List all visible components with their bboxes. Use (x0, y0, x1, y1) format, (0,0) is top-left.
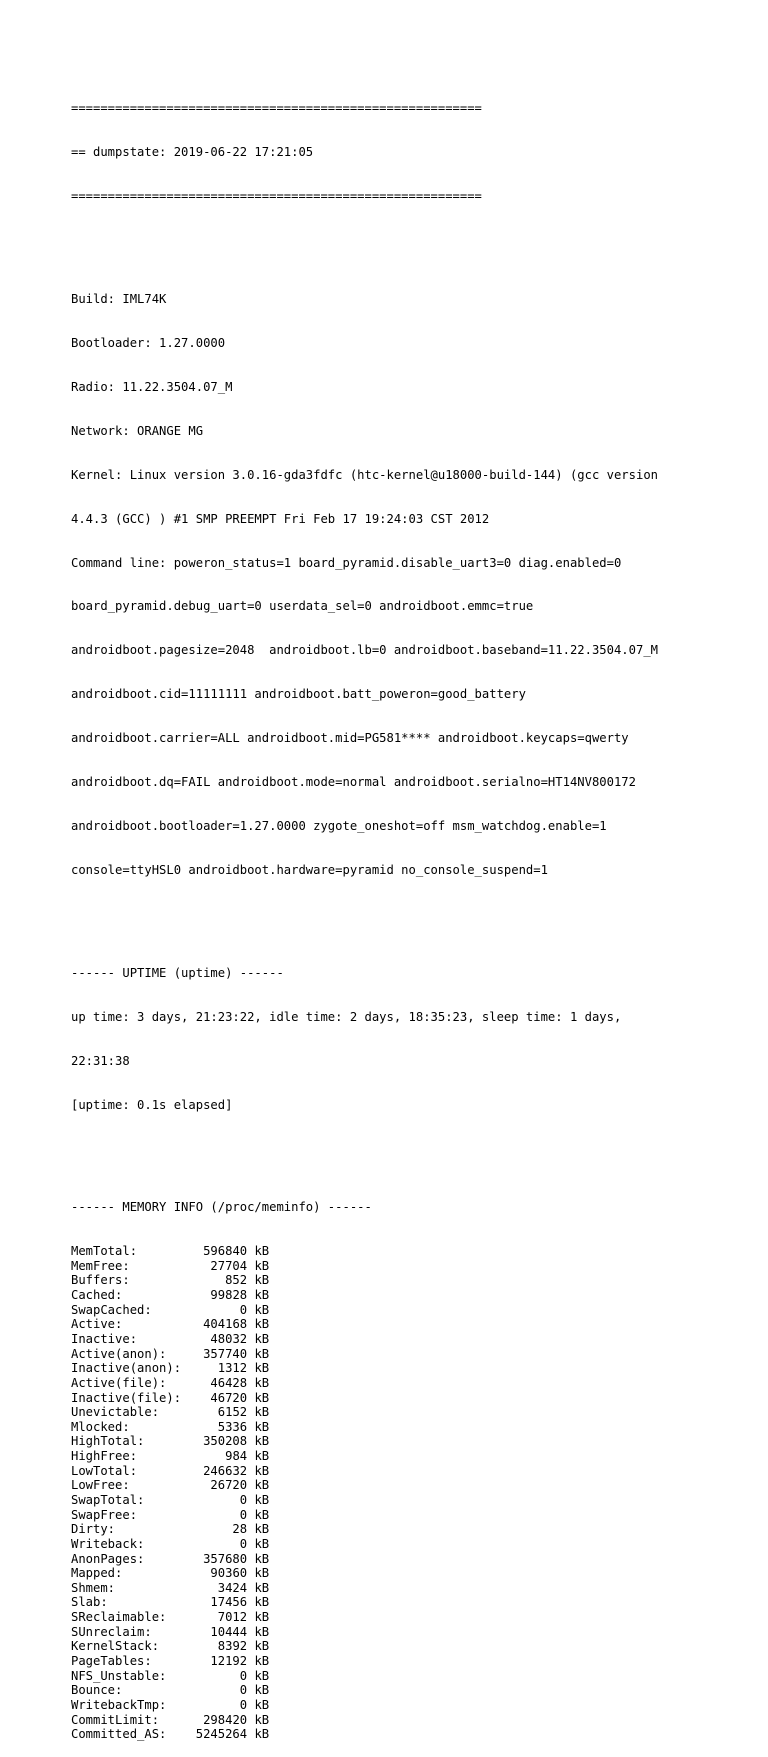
meminfo-value: 46428 (188, 1375, 248, 1390)
meminfo-padding (247, 1522, 254, 1536)
meminfo-key: MemTotal: (71, 1244, 138, 1259)
meminfo-padding (247, 1683, 254, 1697)
meminfo-padding (122, 1566, 188, 1580)
meminfo-key: SwapFree: (71, 1507, 138, 1522)
meminfo-unit: kB (254, 1390, 270, 1405)
meminfo-padding (137, 1508, 188, 1522)
meminfo-padding (130, 1273, 189, 1287)
meminfo-value: 350208 (188, 1434, 248, 1449)
meminfo-unit: kB (254, 1580, 270, 1595)
meminfo-key: Inactive(anon): (71, 1361, 182, 1376)
meminfo-padding (247, 1552, 254, 1566)
meminfo-value: 3424 (188, 1580, 248, 1595)
cmdline-line: androidboot.cid=11111111 androidboot.batt_poweron=good_battery (71, 687, 526, 702)
meminfo-padding (137, 1244, 188, 1258)
meminfo-row (71, 1537, 711, 1552)
meminfo-value: 27704 (188, 1258, 248, 1273)
meminfo-value: 12192 (188, 1654, 248, 1669)
meminfo-value: 26720 (188, 1478, 248, 1493)
radio-line: Radio: 11.22.3504.07_M (71, 379, 233, 394)
meminfo-padding (247, 1288, 254, 1302)
meminfo-row (71, 1683, 711, 1698)
meminfo-padding (115, 1522, 188, 1536)
meminfo-key: Active: (71, 1317, 123, 1332)
meminfo-padding (144, 1434, 188, 1448)
meminfo-unit: kB (254, 1551, 270, 1566)
meminfo-padding (247, 1669, 254, 1683)
cmdline-line: board_pyramid.debug_uart=0 userdata_sel=0 androidboot.emmc=true (71, 599, 534, 614)
meminfo-row (71, 1303, 711, 1318)
meminfo-row (71, 1259, 711, 1274)
meminfo-unit: kB (254, 1624, 270, 1639)
meminfo-padding (247, 1259, 254, 1273)
meminfo-row (71, 1347, 711, 1362)
network-line: Network: ORANGE MG (71, 423, 204, 438)
meminfo-padding (247, 1698, 254, 1712)
meminfo-row (71, 1244, 711, 1259)
meminfo-key: LowFree: (71, 1478, 130, 1493)
meminfo-padding (137, 1449, 188, 1463)
meminfo-value: 48032 (188, 1331, 248, 1346)
meminfo-value: 6152 (188, 1405, 248, 1420)
meminfo-padding (130, 1478, 189, 1492)
meminfo-unit: kB (254, 1419, 270, 1434)
dumpstate-title: == dumpstate: 2019-06-22 17:21:05 (71, 145, 314, 160)
meminfo-key: Committed_AS: (71, 1727, 167, 1742)
meminfo-unit: kB (254, 1595, 270, 1610)
spacer (71, 233, 711, 248)
meminfo-padding (247, 1639, 254, 1653)
meminfo-padding (247, 1273, 254, 1287)
meminfo-value: 0 (188, 1697, 248, 1712)
meminfo-row (71, 1522, 711, 1537)
meminfo-padding (247, 1347, 254, 1361)
meminfo-key: HighTotal: (71, 1434, 145, 1449)
meminfo-value: 984 (188, 1449, 248, 1464)
meminfo-padding (166, 1376, 188, 1390)
meminfo-unit: kB (254, 1727, 270, 1742)
kernel-line-1: Kernel: Linux version 3.0.16-gda3fdfc (htc-kernel@u18000-build-144) (gcc version (71, 467, 658, 482)
meminfo-row (71, 1639, 711, 1654)
meminfo-row (71, 1478, 711, 1493)
meminfo-key: NFS_Unstable: (71, 1668, 167, 1683)
uptime-elapsed: [uptime: 0.1s elapsed] (71, 1097, 233, 1112)
meminfo-row (71, 1332, 711, 1347)
meminfo-unit: kB (254, 1331, 270, 1346)
meminfo-padding (115, 1581, 188, 1595)
meminfo-key: Slab: (71, 1595, 108, 1610)
meminfo-key: Bounce: (71, 1683, 123, 1698)
meminfo-padding (166, 1347, 188, 1361)
cmdline-line: androidboot.pagesize=2048 androidboot.lb=0 androidboot.baseband=11.22.3504.07_M (71, 643, 658, 658)
meminfo-unit: kB (254, 1361, 270, 1376)
cmdline-line: androidboot.carrier=ALL androidboot.mid=PG581**** androidboot.keycaps=qwerty (71, 731, 629, 746)
meminfo-value: 852 (188, 1273, 248, 1288)
meminfo-unit: kB (254, 1712, 270, 1727)
cmdline-line: androidboot.dq=FAIL androidboot.mode=normal androidboot.serialno=HT14NV800172 (71, 775, 636, 790)
meminfo-row (71, 1391, 711, 1406)
meminfo-padding (159, 1405, 188, 1419)
meminfo-value: 99828 (188, 1288, 248, 1303)
meminfo-unit: kB (254, 1244, 270, 1259)
meminfo-heading: ------ MEMORY INFO (/proc/meminfo) ------ (71, 1200, 372, 1215)
meminfo-row (71, 1493, 711, 1508)
meminfo-padding (247, 1332, 254, 1346)
meminfo-table (71, 1244, 711, 1742)
meminfo-unit: kB (254, 1668, 270, 1683)
meminfo-key: SReclaimable: (71, 1610, 167, 1625)
meminfo-unit: kB (254, 1346, 270, 1361)
meminfo-padding (144, 1493, 188, 1507)
meminfo-key: MemFree: (71, 1258, 130, 1273)
meminfo-value: 0 (188, 1493, 248, 1507)
meminfo-padding (247, 1508, 254, 1522)
meminfo-unit: kB (254, 1463, 270, 1478)
cmdline-line: androidboot.bootloader=1.27.0000 zygote_oneshot=off msm_watchdog.enable=1 (71, 819, 607, 834)
meminfo-key: Unevictable: (71, 1405, 160, 1420)
meminfo-row (71, 1595, 711, 1610)
meminfo-value: 0 (188, 1668, 248, 1683)
meminfo-value: 357680 (188, 1551, 248, 1566)
uptime-heading: ------ UPTIME (uptime) ------ (71, 965, 284, 980)
meminfo-value: 1312 (188, 1361, 248, 1376)
meminfo-value: 5336 (188, 1419, 248, 1434)
meminfo-row (71, 1654, 711, 1669)
meminfo-row (71, 1376, 711, 1391)
meminfo-padding (152, 1303, 189, 1317)
meminfo-unit: kB (254, 1317, 270, 1332)
meminfo-value: 298420 (188, 1712, 248, 1727)
meminfo-row (71, 1434, 711, 1449)
spacer (71, 1142, 711, 1157)
meminfo-padding (247, 1405, 254, 1419)
meminfo-padding (159, 1713, 188, 1727)
dumpstate-document (71, 72, 711, 1757)
meminfo-padding (122, 1317, 188, 1331)
meminfo-value: 90360 (188, 1566, 248, 1581)
meminfo-unit: kB (254, 1522, 270, 1537)
meminfo-row (71, 1669, 711, 1684)
meminfo-padding (152, 1625, 189, 1639)
uptime-line-1: up time: 3 days, 21:23:22, idle time: 2 days, 18:35:23, sleep time: 1 days, (71, 1009, 622, 1024)
meminfo-key: Buffers: (71, 1273, 130, 1288)
build-line: Build: IML74K (71, 291, 167, 306)
meminfo-row (71, 1727, 711, 1742)
meminfo-key: Inactive: (71, 1331, 138, 1346)
meminfo-row (71, 1449, 711, 1464)
meminfo-unit: kB (254, 1375, 270, 1390)
meminfo-value: 357740 (188, 1346, 248, 1361)
meminfo-padding (247, 1625, 254, 1639)
meminfo-unit: kB (254, 1302, 270, 1317)
meminfo-key: KernelStack: (71, 1639, 160, 1654)
meminfo-row (71, 1405, 711, 1420)
meminfo-unit: kB (254, 1566, 270, 1581)
meminfo-unit: kB (254, 1478, 270, 1493)
header-rule-bottom: ======================================================== (71, 189, 482, 204)
meminfo-unit: kB (254, 1434, 270, 1449)
meminfo-padding (247, 1464, 254, 1478)
meminfo-key: SwapCached: (71, 1302, 152, 1317)
meminfo-row (71, 1625, 711, 1640)
meminfo-padding (130, 1420, 189, 1434)
meminfo-row (71, 1508, 711, 1523)
meminfo-value: 5245264 (188, 1727, 248, 1742)
kernel-line-2: 4.4.3 (GCC) ) #1 SMP PREEMPT Fri Feb 17 19:24:03 CST 2012 (71, 511, 490, 526)
meminfo-key: AnonPages: (71, 1551, 145, 1566)
meminfo-value: 46720 (188, 1390, 248, 1405)
meminfo-row (71, 1361, 711, 1376)
meminfo-key: Active(file): (71, 1375, 167, 1390)
meminfo-padding (247, 1244, 254, 1258)
meminfo-padding (247, 1449, 254, 1463)
meminfo-unit: kB (254, 1258, 270, 1273)
header-rule-top: ======================================================== (71, 101, 482, 116)
meminfo-padding (247, 1376, 254, 1390)
meminfo-value: 0 (188, 1536, 248, 1551)
meminfo-padding (247, 1713, 254, 1727)
meminfo-padding (247, 1303, 254, 1317)
meminfo-row (71, 1610, 711, 1625)
meminfo-value: 246632 (188, 1463, 248, 1478)
meminfo-value: 17456 (188, 1595, 248, 1610)
meminfo-padding (181, 1361, 188, 1375)
meminfo-padding (247, 1391, 254, 1405)
uptime-line-2: 22:31:38 (71, 1053, 130, 1068)
meminfo-padding (166, 1669, 188, 1683)
meminfo-unit: kB (254, 1610, 270, 1625)
meminfo-key: HighFree: (71, 1449, 138, 1464)
meminfo-row (71, 1288, 711, 1303)
meminfo-padding (159, 1639, 188, 1653)
meminfo-unit: kB (254, 1683, 270, 1698)
meminfo-row (71, 1464, 711, 1479)
meminfo-padding (137, 1332, 188, 1346)
meminfo-unit: kB (254, 1493, 270, 1507)
spacer (71, 907, 711, 922)
meminfo-padding (130, 1259, 189, 1273)
meminfo-padding (247, 1610, 254, 1624)
meminfo-padding (137, 1464, 188, 1478)
meminfo-row (71, 1566, 711, 1581)
meminfo-padding (247, 1595, 254, 1609)
meminfo-key: Active(anon): (71, 1346, 167, 1361)
meminfo-padding (122, 1683, 188, 1697)
meminfo-row (71, 1698, 711, 1713)
meminfo-row (71, 1273, 711, 1288)
meminfo-row (71, 1420, 711, 1435)
meminfo-padding (144, 1552, 188, 1566)
meminfo-key: SwapTotal: (71, 1493, 145, 1507)
meminfo-key: LowTotal: (71, 1463, 138, 1478)
meminfo-padding (122, 1288, 188, 1302)
meminfo-padding (247, 1654, 254, 1668)
meminfo-unit: kB (254, 1273, 270, 1288)
meminfo-key: Inactive(file): (71, 1390, 182, 1405)
meminfo-key: Mapped: (71, 1566, 123, 1581)
meminfo-padding (247, 1566, 254, 1580)
meminfo-key: SUnreclaim: (71, 1624, 152, 1639)
meminfo-padding (144, 1537, 188, 1551)
meminfo-value: 28 (188, 1522, 248, 1537)
meminfo-padding (247, 1420, 254, 1434)
meminfo-key: Writeback: (71, 1536, 145, 1551)
meminfo-unit: kB (254, 1536, 270, 1551)
meminfo-key: Cached: (71, 1288, 123, 1303)
cmdline-line: console=ttyHSL0 androidboot.hardware=pyramid no_console_suspend=1 (71, 863, 548, 878)
meminfo-row (71, 1317, 711, 1332)
meminfo-padding (247, 1317, 254, 1331)
meminfo-padding (247, 1727, 254, 1741)
meminfo-padding (247, 1361, 254, 1375)
cmdline-line: Command line: poweron_status=1 board_pyramid.disable_uart3=0 diag.enabled=0 (71, 555, 622, 570)
meminfo-padding (166, 1610, 188, 1624)
meminfo-unit: kB (254, 1507, 270, 1522)
meminfo-value: 0 (188, 1302, 248, 1317)
meminfo-value: 596840 (188, 1244, 248, 1259)
meminfo-value: 7012 (188, 1610, 248, 1625)
meminfo-value: 404168 (188, 1317, 248, 1332)
meminfo-padding (166, 1698, 188, 1712)
meminfo-key: WritebackTmp: (71, 1697, 167, 1712)
meminfo-padding (181, 1391, 188, 1405)
meminfo-key: CommitLimit: (71, 1712, 160, 1727)
meminfo-value: 0 (188, 1683, 248, 1698)
bootloader-line: Bootloader: 1.27.0000 (71, 335, 226, 350)
meminfo-unit: kB (254, 1288, 270, 1303)
meminfo-value: 8392 (188, 1639, 248, 1654)
meminfo-unit: kB (254, 1449, 270, 1464)
meminfo-padding (247, 1493, 254, 1507)
meminfo-row (71, 1552, 711, 1567)
meminfo-unit: kB (254, 1639, 270, 1654)
meminfo-padding (247, 1434, 254, 1448)
meminfo-key: Mlocked: (71, 1419, 130, 1434)
meminfo-padding (152, 1654, 189, 1668)
meminfo-padding (166, 1727, 188, 1741)
meminfo-padding (247, 1478, 254, 1492)
meminfo-unit: kB (254, 1405, 270, 1420)
meminfo-padding (247, 1581, 254, 1595)
meminfo-key: Shmem: (71, 1580, 116, 1595)
meminfo-value: 0 (188, 1507, 248, 1522)
meminfo-value: 10444 (188, 1624, 248, 1639)
meminfo-padding (247, 1537, 254, 1551)
meminfo-unit: kB (254, 1697, 270, 1712)
meminfo-padding (108, 1595, 189, 1609)
meminfo-unit: kB (254, 1654, 270, 1669)
meminfo-key: Dirty: (71, 1522, 116, 1537)
meminfo-row (71, 1581, 711, 1596)
meminfo-row (71, 1713, 711, 1728)
meminfo-key: PageTables: (71, 1654, 152, 1669)
